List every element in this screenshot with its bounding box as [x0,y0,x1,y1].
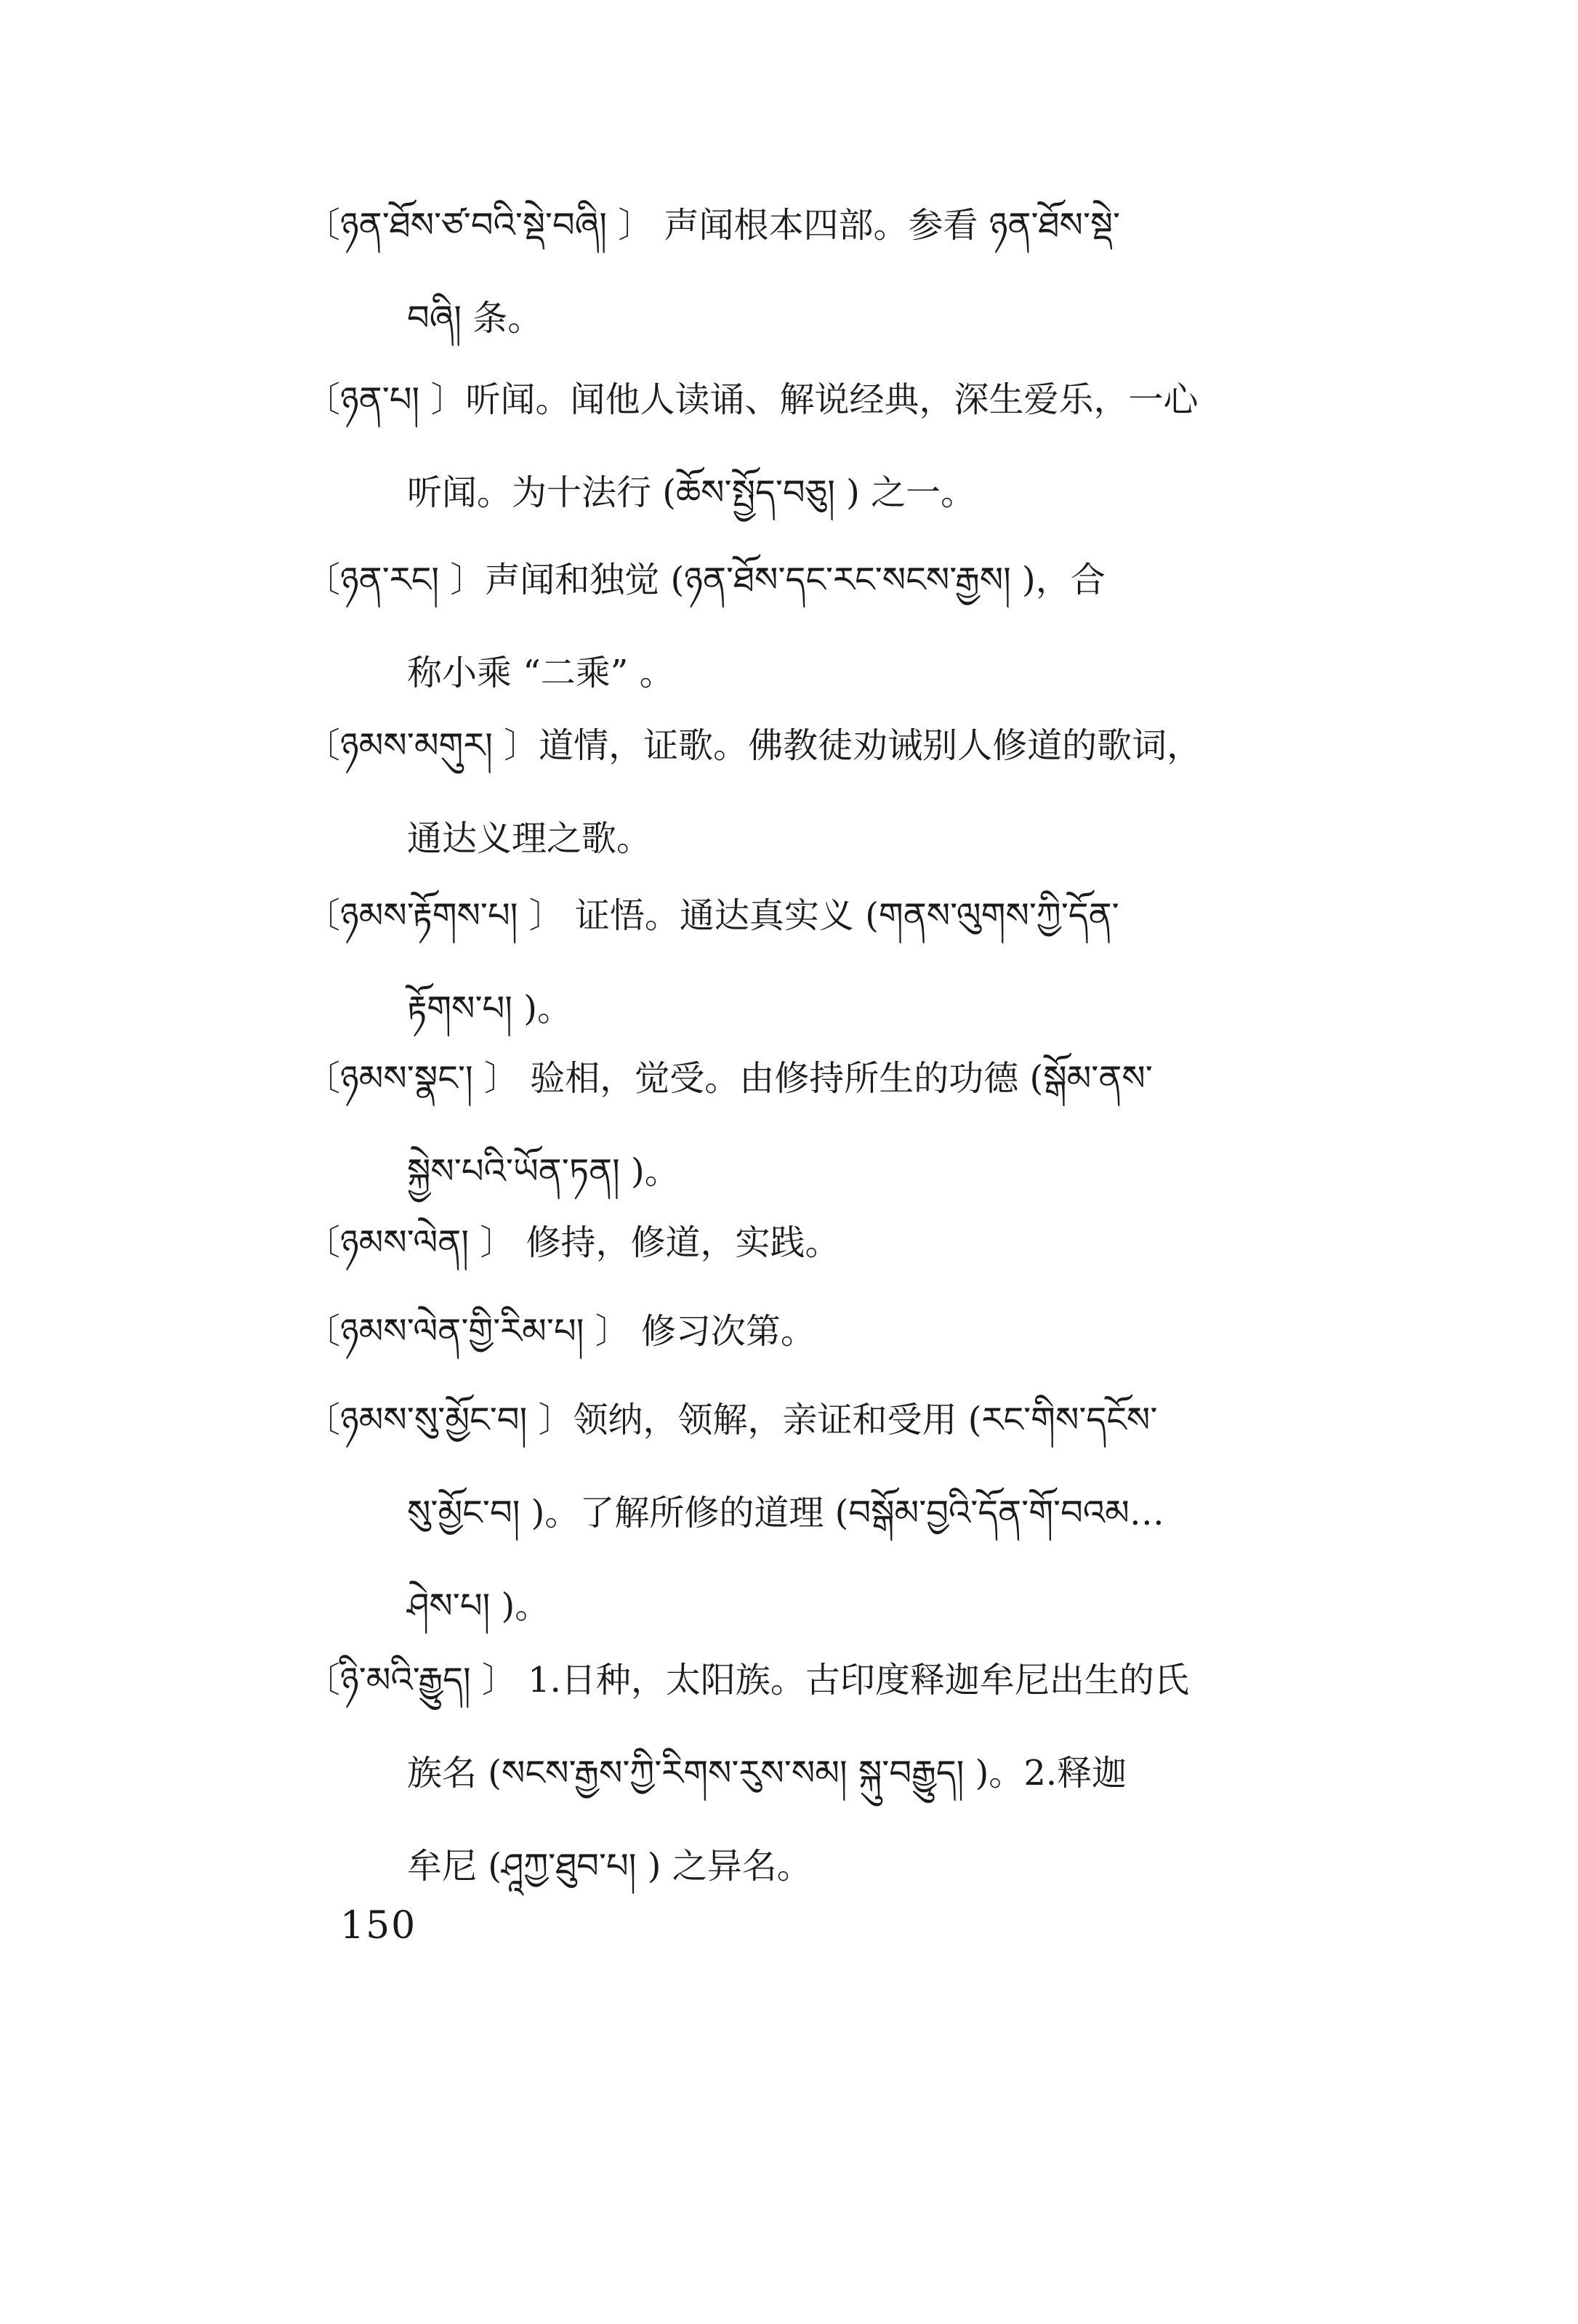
entry-2 [305,353,1410,539]
entry-9-line-2: སུ་མྱོང་བ། )。了解所修的道理 (བསྒོམ་བྱའི་དོན་གོ་བའམ… [407,1493,1164,1533]
entry-1 [305,179,1410,365]
entry-10 [305,1634,1410,1913]
entry-3 [305,533,1410,719]
entry-10-line-3: 牟尼 (ཤཱཀྱ་ཐུབ་པ། ) 之异名。 [407,1846,812,1887]
entry-8-line-1: 〔ཉམས་ལེན་གྱི་རིམ་པ། 〕 修习次第。 [305,1311,816,1352]
entry-4-line-1: 〔ཉམས་མགུར། 〕道情，证歌。佛教徒劝诫别人修道的歌词， [305,725,1202,766]
entry-9-line-1: 〔ཉམས་སུ་མྱོང་བ། 〕领纳，领解，亲证和受用 (རང་གིས་དངོས་ [305,1400,1158,1440]
entry-4 [305,699,1410,885]
entry-6 [305,1032,1410,1218]
entry-1-line-1: 〔ཉན་ཐོས་ཙ་བའི་སྡེ་བཞི། 〕 声闻根本四部。参看 ཉན་ཐོས་སྡེ་ [305,205,1121,246]
entry-4-line-2: 通达义理之歌。 [407,818,652,859]
entry-6-line-1: 〔ཉམས་སྣང་། 〕 验相，觉受。由修持所生的功德 (སྒོམ་ནས་ [305,1058,1153,1099]
entry-2-line-1: 〔ཉན་པ། 〕听闻。闻他人读诵、解说经典，深生爱乐，一心 [305,379,1199,420]
entry-9-line-3: ཤེས་པ། )。 [407,1586,550,1626]
entry-10-line-1: 〔ཉི་མའི་རྒྱུད། 〕 1.日种，太阳族。古印度释迦牟尼出生的氏 [305,1660,1189,1700]
entry-3-line-1: 〔ཉན་རང། 〕声闻和独觉 (ཉན་ཐོས་དང་རང་སངས་རྒྱས། )，合 [305,560,1106,600]
entry-7-line-1: 〔ཉམས་ལེན། 〕 修持，修道，实践。 [305,1222,840,1263]
entry-1-line-2: བཞི། 条。 [407,298,543,339]
entry-6-line-2: སྐྱེས་པའི་ཡོན་ཏན། )。 [407,1151,680,1192]
entry-5-line-2: རྟོགས་པ། )。 [407,988,572,1029]
entry-10-line-2: 族名 (སངས་རྒྱས་ཀྱི་རིགས་རུས་སམ། སྐུ་བརྒྱུད། )。2.释迦 [407,1753,1127,1794]
entry-3-line-2: 称小乘 “二乘” 。 [407,653,675,693]
entry-5-line-1: 〔ཉམས་རྟོགས་པ། 〕 证悟。通达真实义 (གནས་ལུགས་ཀྱི་དོན་ [305,895,1119,936]
entry-8 [305,1285,1410,1378]
entry-7 [305,1196,1410,1289]
entry-2-line-2: 听闻。为十法行 (ཆོས་སྤྱོད་བཅུ། ) 之一。 [407,472,976,513]
page-number: 150 [340,1904,417,1948]
entry-5 [305,869,1410,1055]
entry-9 [305,1373,1410,1653]
